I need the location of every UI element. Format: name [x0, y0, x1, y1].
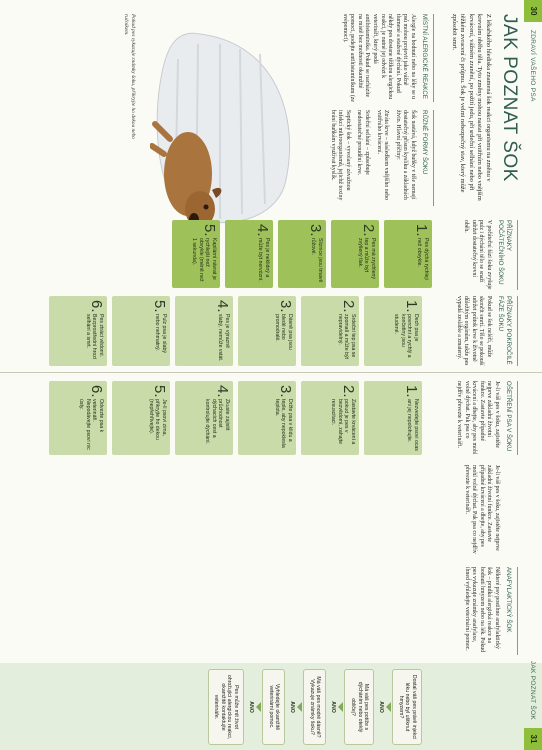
- early-step-text: Kapilární návrat je rychlejší než obvykle (méně než 1 sekunda).: [191, 238, 217, 282]
- dog-under-blanket-photo: [150, 14, 320, 229]
- early-shock-steps: [172, 220, 432, 288]
- anaphylaxis-flowchart: [208, 669, 422, 745]
- early-shock-heading: PŘÍZNAKY POČÁTEČNÍHO ŠOKU: [496, 220, 518, 290]
- late-shock-column: [450, 296, 518, 366]
- early-step-5: 5. Kapilární návrat je rychlejší než obvykle (méně než 1 sekunda).: [172, 220, 220, 288]
- flow-yes-label: ANO: [248, 701, 255, 713]
- treatment-step-2: 2. Zastavte krvácení a pokud je pes v bezvědomí, zahajte resuscitaci.: [301, 381, 359, 455]
- running-head-right: JAK POZNAT ŠOK: [529, 660, 536, 720]
- forms-bullet: Srdeční selhání – způsobuje nedostatečné proudění krve.: [356, 110, 371, 176]
- treatment-step-text: Zastavte krvácení a pokud je pes v bezvědomí, zahajte resuscitaci.: [330, 399, 356, 445]
- running-head-left: ZDRAVÍ VAŠEHO PSA: [529, 30, 536, 102]
- flow-question-3: Má váš pes modré dásně? Vykazuje známky šoku?: [303, 669, 326, 745]
- late-step-text: Dásně psa jsou bledé nebo promodralé.: [273, 314, 293, 350]
- late-step-6: 6. Pes ztrácí vědomí. Bezprostřední hrozí selhání a smrt.: [49, 296, 107, 366]
- anaphylaxis-heading: ANAFYLAKTICKÝ ŠOK: [504, 567, 518, 655]
- treatment-step-text: Zkuste zajistit průchodnost dýchacích cest a kontrolujte dýchání.: [204, 399, 230, 444]
- late-shock-heading: PŘÍZNAKY POKROČILÉ FÁZE ŠOKU: [496, 296, 518, 366]
- treatment-step-3: 3. Držte psa v klidu a teple, aby nepoklesla teplota.: [238, 381, 296, 455]
- forms-heading: RŮZNÉ FORMY ŠOKU: [420, 110, 434, 206]
- treatment-step-1: 1. Nezvedejte psovi ocas ani jej nepolohujte.: [364, 381, 422, 455]
- page-number-right: 31: [524, 728, 542, 750]
- treatment-step-text: Odvezte psa k veterináři. Nepodávejte psovi nic ústy.: [78, 399, 104, 450]
- late-step-2: 2. Srdeční tep psa se zpomalí a může být nepravidelný.: [301, 296, 359, 366]
- treatment-text: Je-li váš pes v šoku, zajistěte nejprve základní životní funkce. Zastavte případné krvácení a dbejte, aby pes mohl volně dýchat. Pak psa co nejdřív převezte k veterináři.: [456, 381, 500, 455]
- late-step-3: 3. Dásně psa jsou bledé nebo promodralé.: [238, 296, 296, 366]
- late-step-text: Pulz psa je slabý nebo nehmatný.: [154, 314, 167, 353]
- treatment-detail-column: [458, 465, 518, 557]
- late-shock-text: Pokud se šok neléčí, může skončit smrtí. Tělo se pokouší udržet průtok krve k životně důležitým orgánům, takže pes vypadá zesláble a zmatený.: [455, 296, 492, 366]
- flow-result-1: Vyhledejte okamžitě veterinární pomoc.: [262, 669, 285, 745]
- forms-bullet: Septický šok – vyvolaný závažnou infekcí mikroorganismů, jejichž toxiny brání buňkám využívat kyslík.: [329, 110, 351, 201]
- allergy-text: Alergie na bodnutí nebo na léky se u psů mohou projevit jako vážně tlumené a stažené dýchání. Pokud někdy pes dostane těžkou alergickou reakci, je nutné jej odvézt k veterináři, který podá antihistaminika. Pokud se nacházíte na místě bez možnosti okamžité pomoci, podejte antihistaminikum (ze svépomoci).: [341, 14, 416, 102]
- late-shock-steps: [49, 296, 422, 366]
- forms-bullet: Ztráta krve – následkem vnějšího nebo vnitřního krvácení.: [375, 110, 390, 200]
- page-number-left: 30: [524, 0, 542, 22]
- late-step-text: Dech psa je povrchní a rychlý a končetiny jsou studené.: [393, 314, 419, 358]
- early-step-text: Pes má zrychlený tep a může být zvýšený tlak.: [356, 238, 376, 279]
- anaphylaxis-text: Některé psy postihne anafylaktický šok – prudká alergická reakce na bodnutí hmyzem nebo na lék. Pokud pes vykazuje známky anafylaxe, ihned vyhledejte veterinární pomoc.: [463, 567, 500, 653]
- early-step-3: 3. Sliznice jsou tmavě růžové.: [278, 220, 326, 288]
- treatment-step-text: Držte psa v klidu a teple, aby nepoklesla teplota.: [273, 399, 293, 448]
- early-step-4: 4. Pes je neklidný a může být nervózní.: [225, 220, 273, 288]
- early-step-text: Pes je neklidný a může být nervózní.: [257, 238, 270, 282]
- forms-text: Šok nastává, když buňky v těle nemají dostatečný přísun kyslíku a základních živin. Hlavní příčiny:: [394, 110, 416, 200]
- early-shock-column: [458, 220, 518, 290]
- flow-yes-label: ANO: [289, 701, 296, 713]
- intro-paragraph: Z lékařského hlediska znamená šok reakci organismu na změnu v krevním oběhu těla. Tyto změny mohou nastat při vnitřním nebo vnějším krvácení, vážném zranění, po požití jedu, při srdeční selhání nebo při těžkém zvracení či průjmu. Šok je velmi nebezpečný stav, který může způsobit smrt.: [450, 14, 492, 201]
- flow-result-2: Pes může mít život ohrožující alergickou reakci, okamžitě kontaktujte veterináře.: [208, 669, 244, 745]
- flow-arrow: [256, 702, 261, 712]
- photo-caption: Pokud pes vykazuje známky šoku, přikryjte ho dekou nebo ručníkem.: [123, 14, 136, 139]
- treatment-step-4: 4. Zkuste zajistit průchodnost dýchacích cest a kontrolujte dýchání.: [175, 381, 233, 455]
- left-page: [0, 0, 542, 373]
- late-step-5: 5. Pulz psa je slabý nebo nehmatný.: [112, 296, 170, 366]
- early-step-2: 2. Pes má zrychlený tep a může být zvýšený tlak.: [331, 220, 379, 288]
- anaphylaxis-text-column: [458, 567, 518, 655]
- flow-arrow: [297, 702, 302, 712]
- late-step-4: 4. Pes je výrazně slabý, nemůže vstát.: [175, 296, 233, 366]
- page-title: JAK POZNAT ŠOK: [499, 14, 520, 182]
- flow-yes-label: ANO: [330, 701, 337, 713]
- treatment-detail-text: Je-li váš pes v šoku, zajistěte nejprve základní životní funkce. Zastavte případné krvácení a dbejte, aby pes mohl volně dýchat. Pak psa co nejdřív převezte k veterináři.: [463, 465, 500, 554]
- allergy-column: [336, 14, 434, 102]
- early-step-text: Pes dýchá rychleji než obvykle.: [416, 238, 429, 280]
- treatment-step-text: Je-li psovi zima, přikryjte ho dekou (nepřehřívejte).: [147, 399, 167, 440]
- treatment-step-6: 6. Odvezte psa k veterináři. Nepodávejte psovi nic ústy.: [49, 381, 107, 455]
- treatment-column: [450, 381, 518, 455]
- treatment-steps: [49, 381, 422, 455]
- late-step-text: Pes ztrácí vědomí. Bezprostřední hrozí selhání a smrt.: [84, 314, 104, 360]
- flow-yes-label: ANO: [378, 701, 385, 713]
- treatment-step-5: 5. Je-li psovi zima, přikryjte ho dekou (nepřehřívejte).: [112, 381, 170, 455]
- early-step-text: Sliznice jsou tmavě růžové.: [310, 238, 323, 283]
- right-page: [0, 373, 542, 750]
- treatment-heading: OŠETŘENÍ PSA V ŠOKU: [504, 381, 518, 455]
- flow-question-2: Má váš pes potíže s dýcháním nebo oteklý obličej?: [344, 669, 374, 745]
- early-step-1: 1. Pes dýchá rychleji než obvykle.: [384, 220, 432, 288]
- flow-arrow: [338, 702, 343, 712]
- late-step-1: 1. Dech psa je povrchní a rychlý a končetiny jsou studené.: [364, 296, 422, 366]
- late-step-text: Pes je výrazně slabý, nemůže vstát.: [217, 314, 230, 362]
- early-shock-text: V počáteční fázi šoku zvyšuje pulz i dýchání tělo se snaží udržet dostatečný krevní oběh.: [463, 220, 492, 290]
- forms-column: [324, 110, 434, 206]
- treatment-step-text: Nezvedejte psovi ocas ani jej nepolohujte.: [406, 399, 419, 451]
- late-step-text: Srdeční tep psa se zpomalí a může být nepravidelný.: [336, 314, 356, 359]
- flow-arrow: [386, 702, 391, 712]
- allergy-heading: MÍSTNÍ ALERGICKÉ REAKCE: [420, 14, 434, 102]
- flow-question-1: Dostal váš pes právě injekci léku nebo byl uštknut hmyzem?: [392, 669, 422, 745]
